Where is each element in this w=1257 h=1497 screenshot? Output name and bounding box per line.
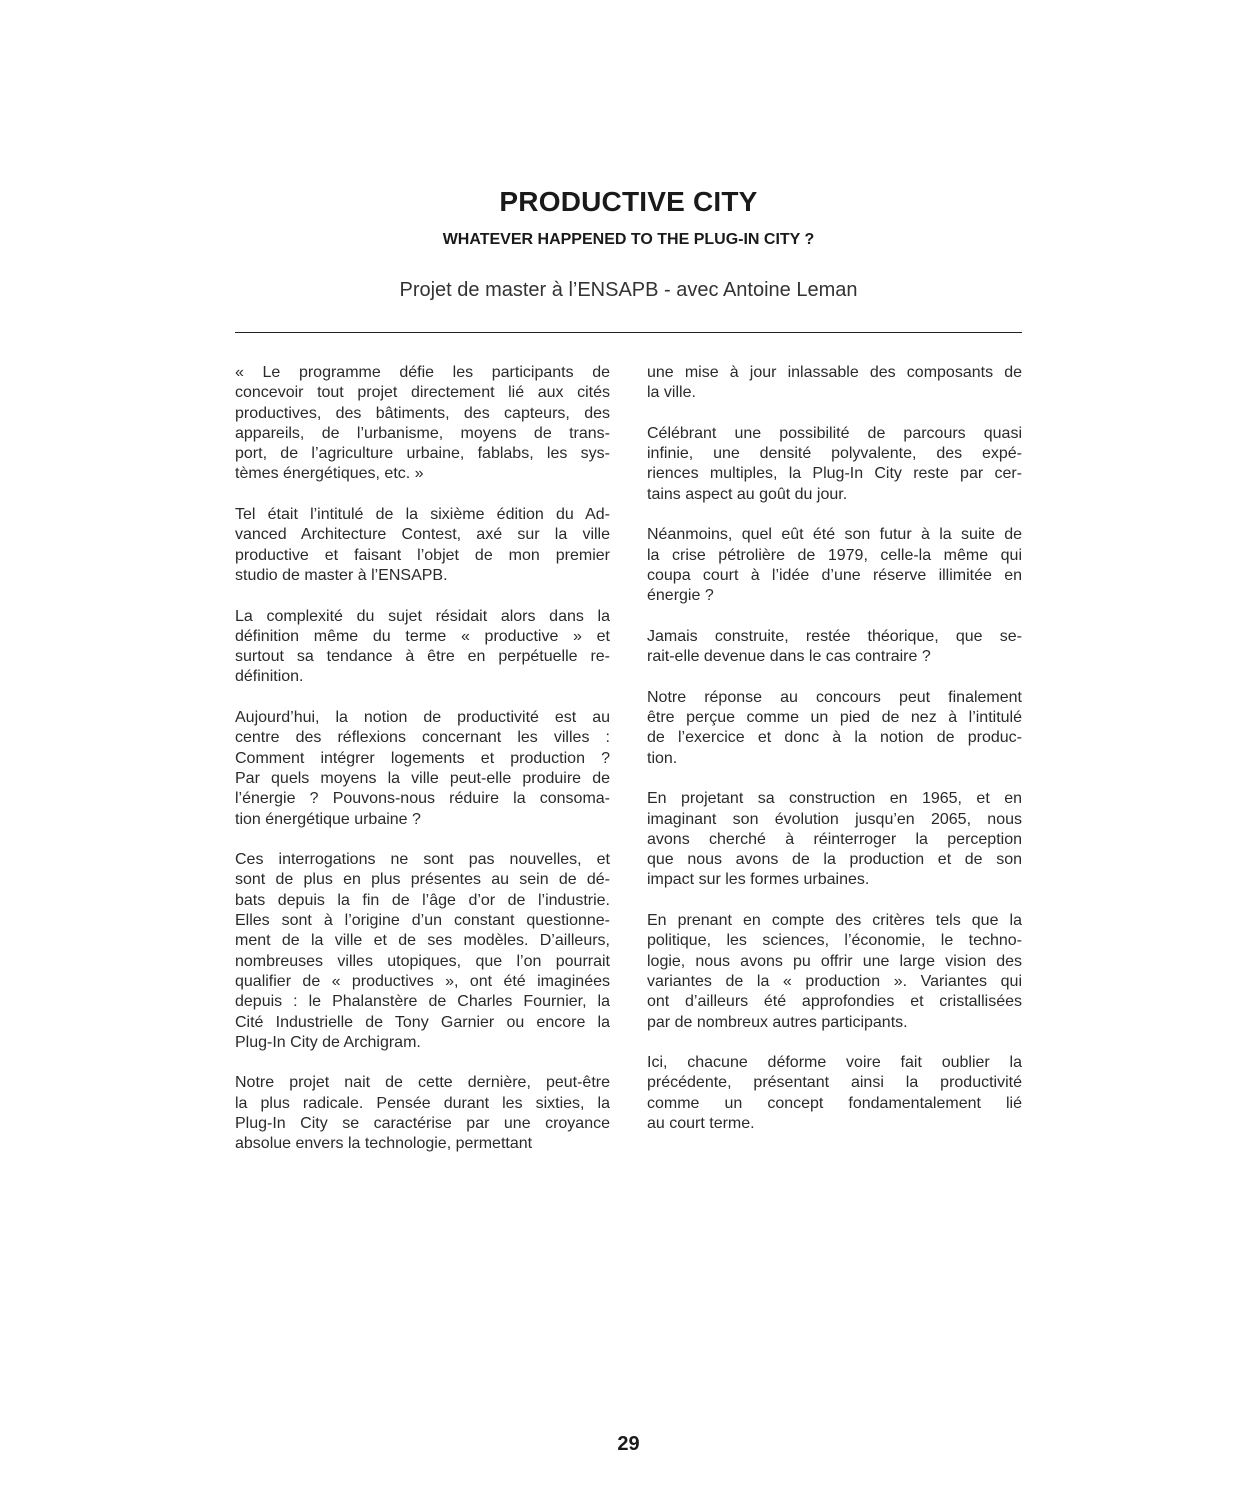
text-line: tion énergétique urbaine ? bbox=[235, 810, 421, 828]
page-subtitle: WHATEVER HAPPENED TO THE PLUG-IN CITY ? bbox=[442, 231, 815, 248]
text-line: qualifier de « productives », ont été imaginées bbox=[235, 972, 610, 990]
text-line: tèmes énergétiques, etc. » bbox=[235, 465, 424, 483]
project-credit: Projet de master à l’ENSAPB - avec Antoine Leman bbox=[399, 279, 858, 301]
text-line: comme un concept fondamentalement lié bbox=[647, 1094, 1022, 1112]
text-column-right bbox=[647, 363, 1022, 1155]
text-line: absolue envers la technologie, permettant bbox=[235, 1135, 533, 1153]
paragraph bbox=[647, 688, 1022, 769]
text-line: Notre réponse au concours peut finalement bbox=[647, 688, 1022, 706]
text-line: rait-elle devenue dans le cas contraire ? bbox=[647, 648, 931, 666]
text-line: avons cherché à réinterroger la perception bbox=[647, 830, 1022, 848]
paragraph bbox=[647, 627, 1022, 668]
text-line: concevoir tout projet directement lié aux cités bbox=[235, 384, 610, 402]
text-line: imaginant son évolution jusqu’en 2065, nous bbox=[647, 810, 1022, 828]
text-line: Cité Industrielle de Tony Garnier ou encore la bbox=[235, 1013, 610, 1031]
text-line: précédente, présentant ainsi la productivité bbox=[647, 1074, 1022, 1092]
text-line: l’énergie ? Pouvons-nous réduire la consoma- bbox=[235, 790, 610, 808]
text-line: depuis : le Phalanstère de Charles Fournier, la bbox=[235, 993, 610, 1011]
text-line: la plus radicale. Pensée durant les sixties, la bbox=[235, 1094, 610, 1112]
paragraph bbox=[235, 505, 610, 586]
paragraph bbox=[235, 363, 610, 485]
text-line: En prenant en compte des critères tels que la bbox=[647, 912, 1022, 930]
text-line: Tel était l’intitulé de la sixième édition du Ad- bbox=[235, 506, 610, 524]
text-line: centre des réflexions concernant les villes : bbox=[235, 729, 610, 747]
text-line: la ville. bbox=[647, 384, 696, 402]
text-line: Notre projet nait de cette dernière, peut-être bbox=[235, 1074, 610, 1092]
text-line: studio de master à l’ENSAPB. bbox=[235, 566, 448, 584]
text-line: logie, nous avons pu offrir une large vision des bbox=[647, 952, 1022, 970]
text-line: vanced Architecture Contest, axé sur la ville bbox=[235, 526, 610, 544]
text-line: productive et faisant l’objet de mon premier bbox=[235, 546, 610, 564]
text-line: Par quels moyens la ville peut-elle produire de bbox=[235, 769, 610, 787]
text-line: la crise pétrolière de 1979, celle-la même qui bbox=[647, 546, 1022, 564]
paragraph bbox=[647, 911, 1022, 1033]
text-line: Jamais construite, restée théorique, que se- bbox=[647, 627, 1022, 645]
text-line: nombreuses villes utopiques, que l’on pourrait bbox=[235, 952, 610, 970]
text-line: tion. bbox=[647, 749, 678, 767]
text-line: En projetant sa construction en 1965, et en bbox=[647, 790, 1022, 808]
paragraph bbox=[235, 607, 610, 688]
text-line: « Le programme défie les participants de bbox=[235, 364, 610, 381]
page-title: PRODUCTIVE CITY bbox=[499, 186, 758, 217]
text-line: surtout sa tendance à être en perpétuelle re- bbox=[235, 648, 610, 666]
text-line: énergie ? bbox=[647, 587, 714, 605]
paragraph bbox=[647, 363, 1022, 404]
text-line: ont d’ailleurs été approfondies et cristallisées bbox=[647, 993, 1022, 1011]
text-column-left bbox=[235, 363, 610, 1175]
header-divider bbox=[235, 332, 1022, 333]
text-line: Ces interrogations ne sont pas nouvelles, et bbox=[235, 851, 610, 869]
text-line: infinie, une densité polyvalente, des expé- bbox=[647, 445, 1022, 463]
text-line: Comment intégrer logements et production ? bbox=[235, 749, 610, 767]
text-line: Ici, chacune déforme voire fait oublier la bbox=[647, 1054, 1022, 1072]
paragraph bbox=[235, 850, 610, 1053]
text-line: tains aspect au goût du jour. bbox=[647, 485, 848, 503]
text-line: port, de l’agriculture urbaine, fablabs, les sys- bbox=[235, 445, 610, 463]
text-line: définition même du terme « productive » et bbox=[235, 627, 610, 645]
text-line: par de nombreux autres participants. bbox=[647, 1013, 908, 1031]
text-line: ment de la ville et de ses modèles. D’ailleurs, bbox=[235, 932, 610, 950]
text-line: riences multiples, la Plug-In City reste par cer- bbox=[647, 465, 1022, 483]
text-line: politique, les sciences, l’économie, le techno- bbox=[647, 932, 1022, 950]
text-line: que nous avons de la production et de son bbox=[647, 851, 1022, 869]
text-line: Célébrant une possibilité de parcours quasi bbox=[647, 424, 1022, 442]
text-line: sont de plus en plus présentes au sein de dé- bbox=[235, 871, 610, 889]
text-line: Néanmoins, quel eût été son futur à la suite de bbox=[647, 526, 1022, 544]
paragraph bbox=[235, 708, 610, 830]
text-line: La complexité du sujet résidait alors dans la bbox=[235, 607, 610, 625]
paragraph bbox=[647, 525, 1022, 606]
text-line: bats depuis la fin de l’âge d’or de l’industrie. bbox=[235, 891, 610, 909]
text-line: Plug-In City se caractérise par une croyance bbox=[235, 1114, 610, 1132]
text-line: être perçue comme un pied de nez à l’intitulé bbox=[647, 709, 1022, 727]
text-line: impact sur les formes urbaines. bbox=[647, 871, 870, 889]
text-line: une mise à jour inlassable des composants de bbox=[647, 364, 1022, 381]
paragraph bbox=[647, 1053, 1022, 1134]
text-line: définition. bbox=[235, 668, 304, 686]
text-line: Aujourd’hui, la notion de productivité est au bbox=[235, 709, 610, 727]
text-line: coupa court à l’idée d’une réserve illimitée en bbox=[647, 566, 1022, 584]
text-line: appareils, de l’urbanisme, moyens de trans- bbox=[235, 424, 610, 442]
text-line: au court terme. bbox=[647, 1114, 755, 1132]
text-line: variantes de la « production ». Variantes qui bbox=[647, 972, 1022, 990]
text-line: Elles sont à l’origine d’un constant questionne- bbox=[235, 912, 610, 930]
page-number: 29 bbox=[617, 1433, 640, 1455]
text-line: de l’exercice et donc à la notion de produc- bbox=[647, 729, 1022, 747]
text-line: Plug-In City de Archigram. bbox=[235, 1033, 421, 1051]
paragraph bbox=[235, 1073, 610, 1154]
paragraph bbox=[647, 424, 1022, 505]
paragraph bbox=[647, 789, 1022, 890]
text-line: productives, des bâtiments, des capteurs, des bbox=[235, 404, 610, 422]
